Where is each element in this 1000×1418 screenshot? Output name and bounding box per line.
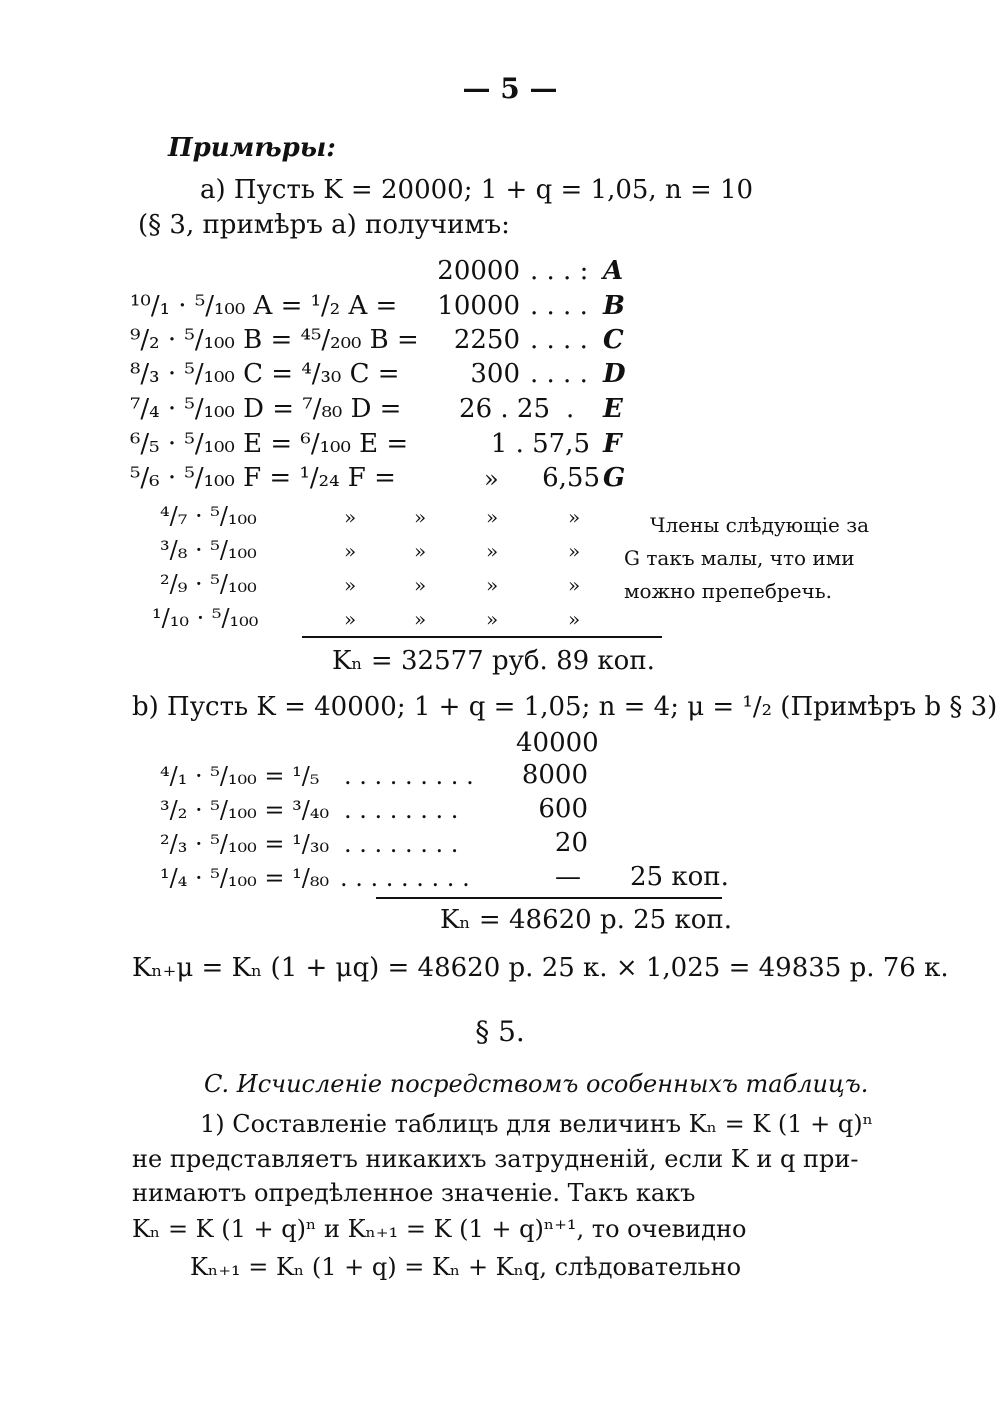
row-letter: A: [603, 256, 624, 286]
row-dots: . . . . . . . .: [344, 830, 459, 858]
row-dots: .: [566, 394, 575, 424]
row-formula: ⁶/₅ · ⁵/₁₀₀ E = ⁶/₁₀₀ E =: [130, 429, 409, 459]
row-formula: ³/₂ · ⁵/₁₀₀ = ³/₄₀: [160, 796, 330, 824]
row-value: 600: [538, 794, 588, 824]
sum-rule: [376, 897, 722, 899]
row-formula: ⁹/₂ · ⁵/₁₀₀ B = ⁴⁵/₂₀₀ B =: [130, 325, 419, 355]
example-b-intro: b) Пусть K = 40000; 1 + q = 1,05; n = 4; μ = ¹/₂ (Примѣръ b § 3): [132, 692, 998, 722]
row-letter: C: [603, 325, 624, 355]
row-formula: ⁵/₆ · ⁵/₁₀₀ F = ¹/₂₄ F =: [130, 463, 396, 493]
row-dots: . . . . . . . .: [344, 796, 459, 824]
row-dots: . . . . . . . . .: [340, 864, 470, 892]
ditto-mark: »: [344, 607, 357, 631]
small-row-formula: ³/₈ · ⁵/₁₀₀: [160, 536, 257, 564]
row-value: 300: [470, 359, 520, 389]
small-row-formula: ¹/₁₀ · ⁵/₁₀₀: [152, 604, 259, 632]
page-number: — 5 —: [462, 72, 558, 105]
ditto-mark: »: [486, 573, 499, 597]
row-letter: F: [603, 429, 622, 459]
small-row-formula: ²/₉ · ⁵/₁₀₀: [160, 570, 257, 598]
row-dots: . . . .: [530, 325, 588, 355]
ditto-mark: »: [486, 505, 499, 529]
sum-rule: [302, 636, 662, 638]
ditto-mark: »: [344, 505, 357, 529]
example-a-total: Kₙ = 32577 руб. 89 коп.: [332, 646, 655, 676]
ditto-mark: »: [414, 539, 427, 563]
example-b-formula: Kₙ₊μ = Kₙ (1 + μq) = 48620 р. 25 к. × 1,025 = 49835 р. 76 к.: [132, 953, 949, 983]
row-formula: ¹/₄ · ⁵/₁₀₀ = ¹/₈₀: [160, 864, 330, 892]
row-extra: 25 коп.: [630, 862, 729, 892]
ditto-mark: »: [486, 539, 499, 563]
paragraph-line: 1) Составленіе таблицъ для величинъ Kₙ = K (1 + q)ⁿ: [200, 1110, 874, 1138]
paragraph-line: Kₙ = K (1 + q)ⁿ и Kₙ₊₁ = K (1 + q)ⁿ⁺¹, то очевидно: [132, 1215, 747, 1243]
row-value: 26 . 25: [459, 394, 550, 424]
row-formula: ⁴/₁ · ⁵/₁₀₀ = ¹/₅: [160, 762, 320, 790]
ditto-mark: »: [414, 573, 427, 597]
section-title: C. Исчисленіе посредствомъ особенныхъ таблицъ.: [204, 1070, 869, 1098]
row-formula: ⁸/₃ · ⁵/₁₀₀ C = ⁴/₃₀ C =: [130, 359, 400, 389]
row-letter: E: [603, 394, 623, 424]
row-dots: 6,55: [542, 463, 600, 493]
paragraph-line: нимаютъ опредѣленное значеніе. Такъ какъ: [132, 1179, 696, 1207]
row-value: 10000: [437, 291, 520, 321]
row-value: »: [484, 465, 499, 493]
row-value: 8000: [521, 760, 588, 790]
row-letter: D: [603, 359, 626, 389]
ditto-mark: »: [344, 573, 357, 597]
row-value: 20000: [437, 256, 520, 286]
ditto-mark: »: [568, 607, 581, 631]
row-formula: ¹⁰/₁ · ⁵/₁₀₀ A = ¹/₂ A =: [130, 291, 398, 321]
example-b-total: Kₙ = 48620 р. 25 коп.: [440, 905, 732, 935]
small-row-formula: ⁴/₇ · ⁵/₁₀₀: [160, 502, 257, 530]
row-value: 1 . 57,5: [490, 429, 590, 459]
side-note-line: G такъ малы, что ими: [624, 546, 855, 570]
row-formula: ²/₃ · ⁵/₁₀₀ = ¹/₃₀: [160, 830, 330, 858]
row-formula: ⁷/₄ · ⁵/₁₀₀ D = ⁷/₈₀ D =: [130, 394, 402, 424]
ditto-mark: »: [568, 505, 581, 529]
row-dots: . . . .: [530, 291, 588, 321]
row-value: —: [555, 862, 581, 892]
example-a-intro-line1: a) Пусть K = 20000; 1 + q = 1,05, n = 10: [200, 175, 754, 205]
examples-heading: Примѣры:: [168, 133, 336, 163]
row-dots: . . . .: [530, 359, 588, 389]
ditto-mark: »: [414, 505, 427, 529]
side-note-line: Члены слѣдующіе за: [650, 513, 870, 537]
paragraph-line: Kₙ₊₁ = Kₙ (1 + q) = Kₙ + Kₙq, слѣдовательно: [190, 1253, 742, 1281]
row-letter: B: [603, 291, 625, 321]
side-note-line: можно препебречь.: [624, 579, 833, 603]
section-heading: § 5.: [475, 1015, 525, 1048]
row-dots: . . . . . . . . .: [344, 762, 474, 790]
example-b-top-value: 40000: [516, 728, 599, 758]
row-dots: . . . :: [530, 256, 589, 286]
ditto-mark: »: [414, 607, 427, 631]
ditto-mark: »: [486, 607, 499, 631]
ditto-mark: »: [568, 539, 581, 563]
paragraph-line: не представляетъ никакихъ затрудненій, если K и q при-: [132, 1145, 859, 1173]
row-value: 20: [554, 828, 588, 858]
ditto-mark: »: [344, 539, 357, 563]
ditto-mark: »: [568, 573, 581, 597]
example-a-intro-line2: (§ 3, примѣръ a) получимъ:: [138, 210, 510, 240]
row-value: 2250: [453, 325, 520, 355]
row-letter: G: [603, 463, 626, 493]
